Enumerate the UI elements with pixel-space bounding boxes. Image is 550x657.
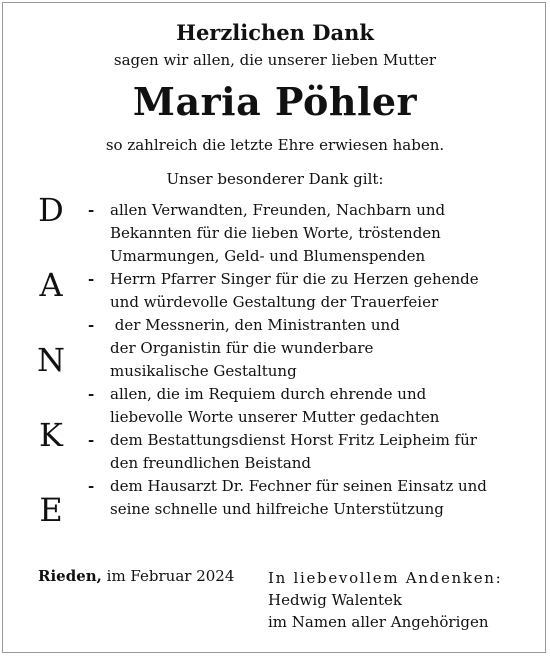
thanks-item bbox=[88, 429, 528, 475]
after-name-text: so zahlreich die letzte Ehre erwiesen haben. bbox=[105, 136, 445, 154]
thanks-item bbox=[88, 383, 528, 429]
item-line: der Organistin für die wunderbare bbox=[110, 339, 374, 357]
bullet-dash: - bbox=[88, 316, 95, 334]
thanks-item bbox=[88, 268, 528, 314]
danke-letter: N bbox=[37, 341, 65, 379]
bullet-dash: - bbox=[88, 477, 95, 495]
item-line: allen, die im Requiem durch ehrende und bbox=[110, 385, 427, 403]
item-line: der Messnerin, den Ministranten und bbox=[110, 316, 400, 334]
danke-letter: E bbox=[39, 491, 63, 529]
deceased-name: Maria Pöhler bbox=[132, 79, 418, 124]
item-line: Bekannten für die lieben Worte, tröstenden bbox=[110, 224, 441, 242]
item-line: dem Hausarzt Dr. Fechner für seinen Einsatz und bbox=[110, 477, 487, 495]
danke-letter: A bbox=[39, 266, 63, 304]
on-behalf-text: im Namen aller Angehörigen bbox=[268, 613, 489, 631]
danke-letter: K bbox=[39, 416, 63, 454]
item-line: Umarmungen, Geld- und Blumenspenden bbox=[110, 247, 426, 265]
item-line: liebevolle Worte unserer Mutter gedachten bbox=[110, 408, 440, 426]
danke-letter: D bbox=[38, 191, 64, 229]
place: Rieden, bbox=[38, 567, 102, 585]
signer-name: Hedwig Walentek bbox=[268, 591, 402, 609]
bullet-dash: - bbox=[88, 270, 95, 288]
memory-label: In liebevollem Andenken: bbox=[268, 569, 503, 587]
item-line: seine schnelle und hilfreiche Unterstützung bbox=[110, 500, 444, 518]
thanks-item bbox=[88, 314, 528, 383]
place-date bbox=[38, 567, 234, 585]
thanks-list bbox=[88, 199, 528, 521]
signature-block bbox=[268, 567, 502, 633]
thanks-item bbox=[88, 475, 528, 521]
intro-text: sagen wir allen, die unserer lieben Mutter bbox=[113, 51, 437, 69]
item-line: und würdevolle Gestaltung der Trauerfeier bbox=[110, 293, 439, 311]
item-line: allen Verwandten, Freunden, Nachbarn und bbox=[110, 201, 446, 219]
thanks-item bbox=[88, 199, 528, 268]
bullet-dash: - bbox=[88, 201, 95, 219]
special-thanks-heading: Unser besonderer Dank gilt: bbox=[166, 170, 384, 188]
date: im Februar 2024 bbox=[101, 567, 235, 585]
item-line: musikalische Gestaltung bbox=[110, 362, 297, 380]
bullet-dash: - bbox=[88, 431, 95, 449]
heading: Herzlichen Dank bbox=[176, 20, 374, 45]
item-line: Herrn Pfarrer Singer für die zu Herzen gehende bbox=[110, 270, 479, 288]
item-line: dem Bestattungsdienst Horst Fritz Leipheim für bbox=[110, 431, 477, 449]
item-line: den freundlichen Beistand bbox=[110, 454, 312, 472]
bullet-dash: - bbox=[88, 385, 95, 403]
